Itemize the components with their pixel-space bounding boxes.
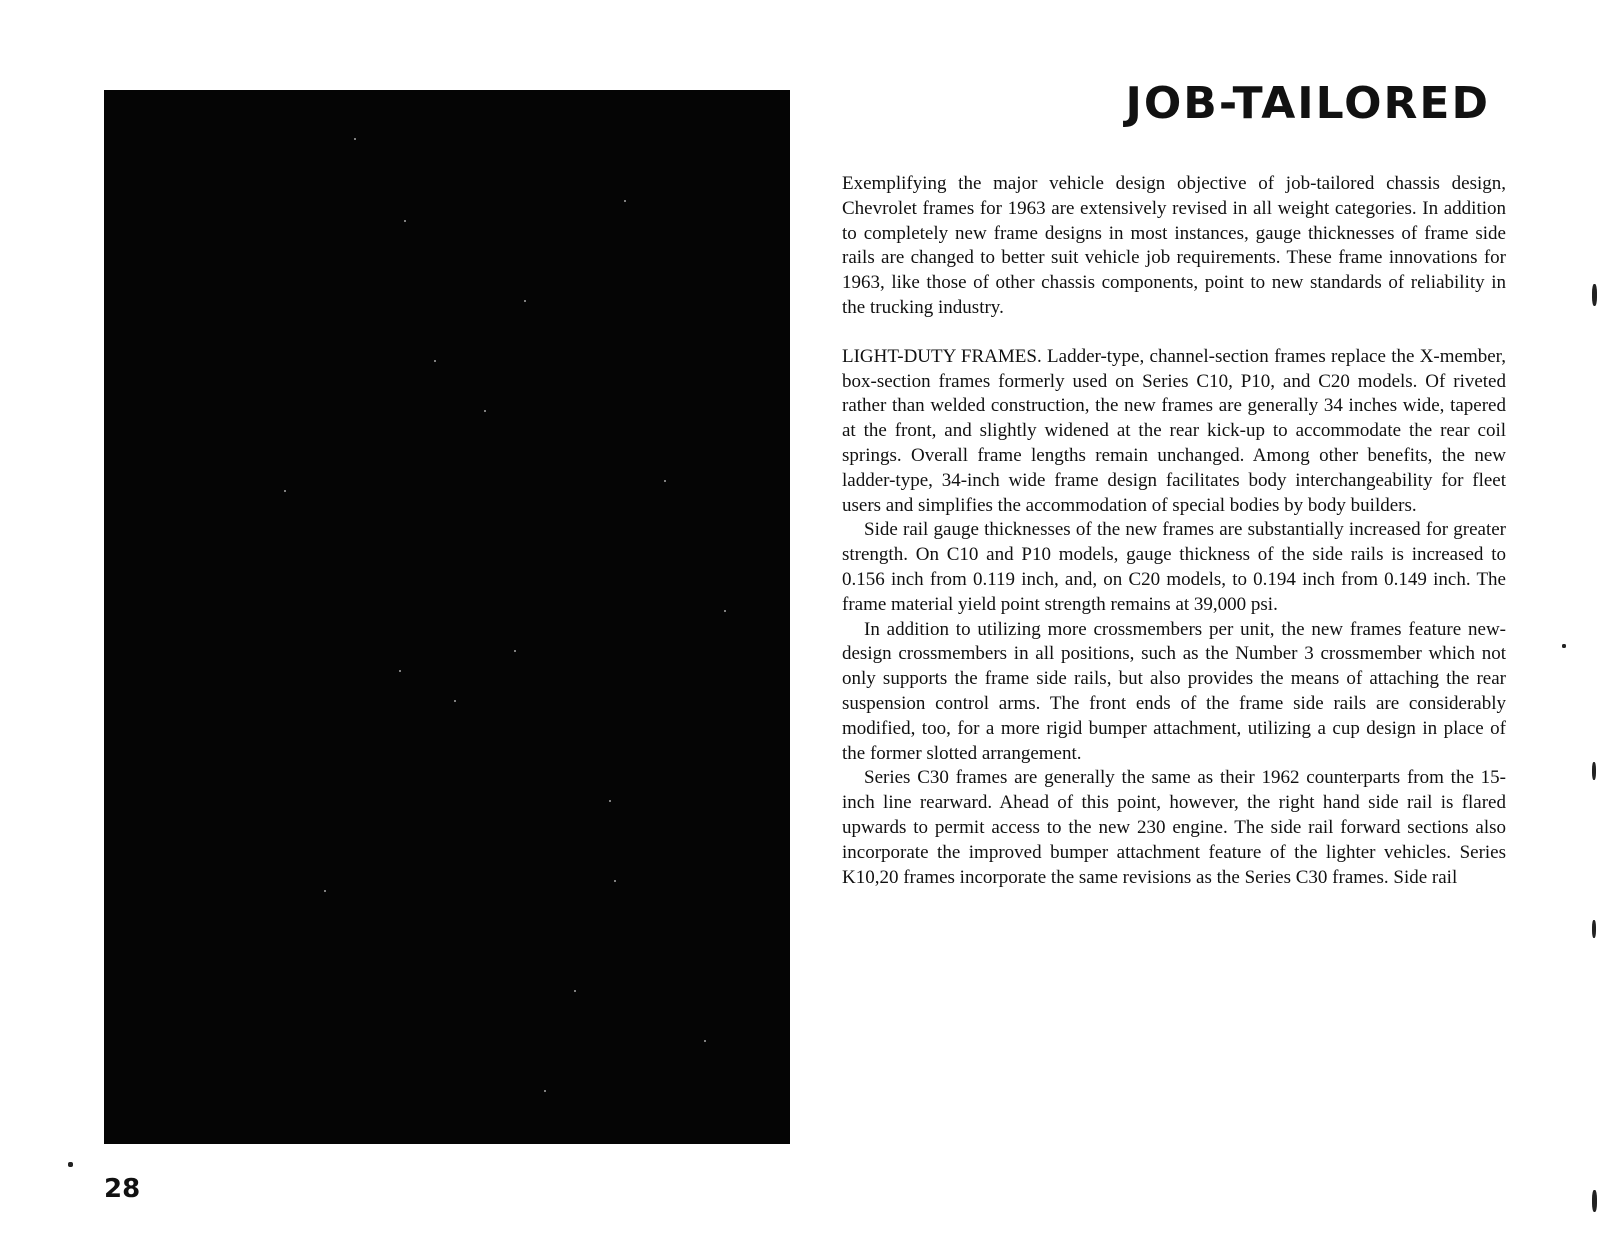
photo-speck [404,220,406,222]
light-duty-heading: LIGHT-DUTY FRAMES. [842,345,1042,367]
photo-speck [664,480,666,482]
photo-speck [624,200,626,202]
photo-speck [704,1040,706,1042]
binding-mark [1592,1190,1597,1212]
intro-paragraph: Exemplifying the major vehicle design objective of job-tailored chassis design, Chevrolet frames for 1963 are extensively revised in all weight categories. In addition to completely new frame designs in most instances, gauge thicknesses of frame side rails are changed to better suit vehicle job requirements. These frame innovations for 1963, like those of other chassis components, point to new standards of reliability in the trucking industry. [842,173,1506,318]
frame-photo [104,90,790,1144]
photo-speck [434,360,436,362]
crossmember-paragraph: In addition to utilizing more crossmembers per unit, the new frames feature new-design crossmembers in all positions, such as the Number 3 crossmember which not only supports the frame side rails, but also provides the means of attaching the rear suspension control arms. The front ends of the frame side rails are considerably modified, too, for a more rigid bumper attachment, utilizing a cup design in place of the former slotted arrangement. [842,618,1506,764]
photo-speck [614,880,616,882]
photo-speck [544,1090,546,1092]
photo-speck [354,138,356,140]
photo-speck [609,800,611,802]
article-body [842,172,1506,890]
photo-speck [514,650,516,652]
photo-speck [484,410,486,412]
page-heading: JOB-TAILORED [1125,78,1490,129]
photo-speck [454,700,456,702]
binding-mark [1592,762,1596,780]
side-rail-paragraph: Side rail gauge thicknesses of the new frames are substantially increased for greater strength. On C10 and P10 models, gauge thickness of the side rails is increased to 0.156 inch from 0.119 inch, and, on C20 models, to 0.194 inch from 0.149 inch. The frame material yield point strength remains at 39,000 psi. [842,519,1506,615]
binding-mark [1592,920,1596,938]
binding-mark [1592,284,1597,306]
photo-speck [324,890,326,892]
page-number: 28 [104,1174,141,1204]
margin-dot [1562,644,1566,648]
c30-paragraph: Series C30 frames are generally the same as their 1962 counterparts from the 15-inch line rearward. Ahead of this point, however, the right hand side rail is flared upwards to permit access to the new 230 engine. The side rail forward sections also incorporate the improved bumper attachment feature of the lighter vehicles. Series K10,20 frames incorporate the same revisions as the Series C30 frames. Side rail [842,767,1506,888]
light-duty-text: Ladder-type, channel-section frames replace the X-member, box-section frames formerly used on Series C10, P10, and C20 models. Of riveted rather than welded construction, the new frames are generally 34 inches wide, tapered at the front, and slightly widened at the rear kick-up to accommodate the rear coil springs. Overall frame lengths remain unchanged. Among other benefits, the new ladder-type, 34-inch wide frame design facilitates body interchangeability for fleet users and simplifies the accommodation of special bodies by body builders. [842,345,1507,516]
light-duty-paragraph [842,345,1506,519]
photo-speck [284,490,286,492]
photo-speck [724,610,726,612]
photo-speck [399,670,401,672]
photo-speck [574,990,576,992]
margin-dot [68,1162,73,1167]
photo-speck [524,300,526,302]
